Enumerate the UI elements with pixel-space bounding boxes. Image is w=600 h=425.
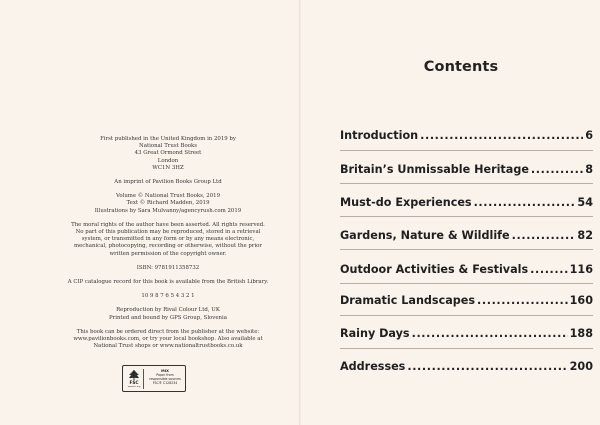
- divider: [340, 249, 593, 250]
- imprint-line: www.pavilionbooks.com, or try your local bookshop. Also available at: [73, 336, 263, 343]
- imprint-line: A CIP catalogue record for this book is available from the British Library.: [67, 279, 269, 286]
- imprint-line: National Trust Books: [139, 143, 197, 150]
- fsc-site: www.fsc.org: [127, 386, 141, 388]
- toc-page-number: 200: [569, 360, 593, 373]
- toc-leader: [477, 294, 568, 307]
- fsc-label: [146, 369, 184, 385]
- rights-block: [48, 222, 288, 258]
- fsc-line: responsible sources: [149, 377, 181, 381]
- printing-sequence: 10 9 8 7 6 5 4 3 2 1: [141, 293, 195, 300]
- contents-title: Contents: [423, 59, 499, 75]
- toc-entry-title: Gardens, Nature & Wildlife: [340, 229, 510, 242]
- toc-entry[interactable]: [340, 294, 593, 308]
- toc-page-number: 160: [569, 294, 593, 307]
- toc-leader: [412, 327, 568, 340]
- toc-entry[interactable]: [340, 163, 593, 177]
- toc-entry-title: Introduction: [340, 129, 419, 142]
- fsc-tree-logo-icon: [126, 369, 144, 389]
- toc-entry-title: Britain’s Unmissable Heritage: [340, 163, 529, 176]
- imprint-line: The moral rights of the author have been asserted. All rights reserved.: [71, 221, 265, 228]
- ordering-block: [48, 329, 288, 351]
- toc-page-number: 6: [585, 129, 593, 142]
- divider: [340, 150, 593, 151]
- toc-leader: [407, 360, 567, 373]
- toc-leader: [530, 263, 567, 276]
- imprint-line: Volume © National Trust Books, 2019: [115, 193, 221, 200]
- imprint-line: National Trust shops or www.nationaltrustbooks.co.uk: [93, 343, 243, 350]
- printing-sequence-block: [48, 293, 288, 300]
- imprint-line: No part of this publication may be reproduced, stored in a retrieval: [75, 229, 261, 236]
- imprint-line: 43 Great Ormond Street: [134, 150, 202, 157]
- copyright-block: [48, 193, 288, 215]
- toc-entry-title: Addresses: [340, 360, 406, 373]
- divider: [340, 216, 593, 217]
- divider: [340, 283, 593, 284]
- toc-entry[interactable]: [340, 360, 593, 374]
- imprint-line: First published in the United Kingdom in 2019 by: [100, 136, 236, 142]
- toc-entry-title: Must-do Experiences: [340, 196, 472, 209]
- toc-entry[interactable]: [340, 229, 593, 243]
- toc-page-number: 54: [577, 196, 593, 209]
- toc-entry[interactable]: [340, 327, 593, 341]
- cip-block: [48, 279, 288, 286]
- imprint-line: mechanical, photocopying, recording or otherwise, without the prior: [73, 243, 263, 250]
- publisher-block: [48, 136, 288, 172]
- fsc-logo-text: FSC: [129, 380, 139, 386]
- divider: [340, 315, 593, 316]
- toc-page-number: 8: [585, 163, 593, 176]
- toc-page-number: 188: [569, 327, 593, 340]
- toc-entry[interactable]: [340, 196, 593, 210]
- imprint-text: [48, 136, 288, 357]
- imprint-line: An imprint of Pavilion Books Group Ltd: [114, 179, 222, 186]
- fsc-line: Paper from: [156, 373, 174, 377]
- toc-leader: [531, 163, 583, 176]
- toc-entry-title: Outdoor Activities & Festivals: [340, 263, 529, 276]
- imprint-line: WC1N 3HZ: [152, 164, 184, 171]
- toc-entry[interactable]: [340, 263, 593, 277]
- isbn-block: [48, 265, 288, 272]
- toc-leader: [474, 196, 576, 209]
- fsc-mix: MIX: [161, 369, 169, 373]
- imprint-group-block: [48, 179, 288, 186]
- fsc-certification-badge: [122, 365, 186, 392]
- imprint-line: London: [157, 157, 179, 164]
- imprint-line: This book can be ordered direct from the publisher at the website:: [76, 328, 260, 335]
- toc-entry-title: Rainy Days: [340, 327, 410, 340]
- fsc-code: FSC® C128234: [152, 381, 178, 385]
- toc-entry-title: Dramatic Landscapes: [340, 294, 476, 307]
- imprint-line: written permission of the copyright owner.: [109, 250, 227, 257]
- isbn: ISBN: 9781911358732: [136, 264, 200, 271]
- imprint-line: Illustrations by Sara Mulvanny/agencyrush.com 2019: [94, 207, 242, 214]
- toc-entry[interactable]: [340, 129, 593, 143]
- toc-leader: [420, 129, 583, 142]
- printer-block: [48, 307, 288, 321]
- imprint-line: Text © Richard Madden, 2019: [126, 200, 210, 207]
- divider: [340, 183, 593, 184]
- toc-page-number: 82: [577, 229, 593, 242]
- divider: [340, 348, 593, 349]
- toc-leader: [512, 229, 576, 242]
- contents-page: [301, 0, 600, 425]
- imprint-line: Reproduction by Rival Colour Ltd, UK: [116, 307, 220, 314]
- imprint-line: Printed and bound by GPS Group, Slovenia: [109, 314, 227, 321]
- toc-page-number: 116: [569, 263, 593, 276]
- imprint-line: system, or transmitted in any form or by any means electronic,: [81, 236, 255, 243]
